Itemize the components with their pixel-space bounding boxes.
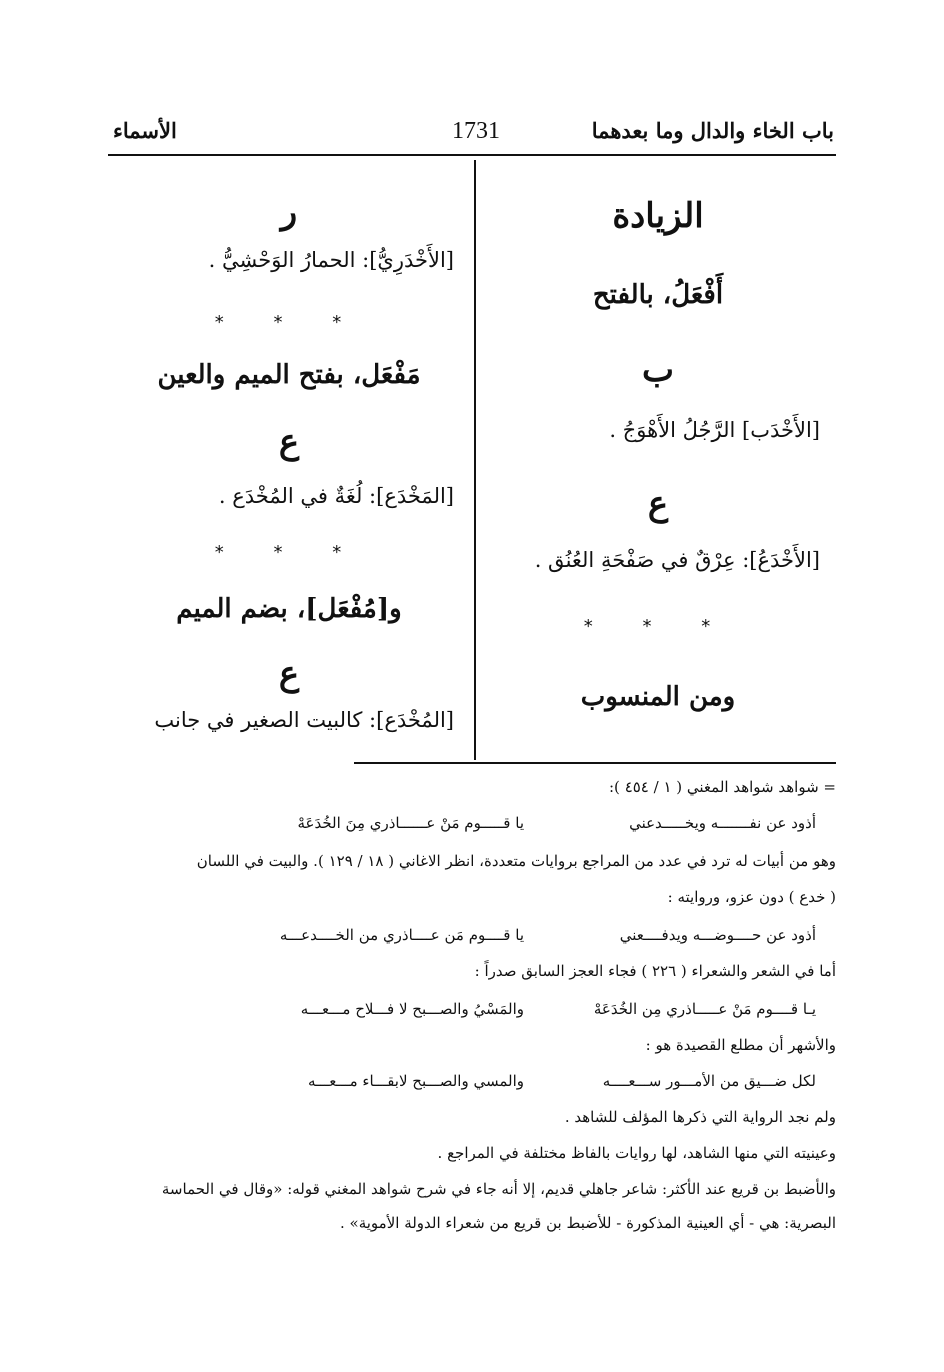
pattern-heading-mafal: مَفْعَل، بفتح الميم والعين <box>157 360 421 390</box>
section-title-ziyada: الزيادة <box>612 196 704 236</box>
footnote-line-8: والأضبط بن قريع عند الأكثر: شاعر جاهلي قديم، إلا أنه جاء في شرح شواهد المغني قوله: «وقال في الحماسة <box>161 1180 836 1198</box>
footnote-line-5: والأشهر أن مطلع القصيدة هو : <box>645 1036 836 1054</box>
footnote-line-9: البصرية: هي - أي العينية المذكورة - للأضبط بن قريع من شعراء الدولة الأموية» . <box>339 1214 836 1232</box>
footnote-line-3: ( خدع ) دون عزو، وروايته : <box>667 888 836 906</box>
footnote-rule <box>354 762 836 764</box>
verse-4-second-hemistich: والمسي والصـــبح لابقـــاء مـــعـــه <box>307 1072 524 1090</box>
pattern-heading-afal: أَفْعَلُ، بالفتح <box>592 280 724 310</box>
letter-heading-r: ر <box>280 192 298 232</box>
footnote-line-1: = شواهد شواهد المغني ( ١ / ٤٥٤ ): <box>609 778 836 796</box>
separator-stars: * * * <box>583 616 733 637</box>
entry-akhda: [الأَخْدَعُ]: عِرْقٌ في صَفْحَةِ العُنُق . <box>534 548 820 572</box>
left-column <box>108 160 470 760</box>
pattern-heading-mufal: و[مُفْعَل]، بضم الميم <box>176 594 402 624</box>
entry-akhdari: [الأَخْدَرِيُّ]: الحمارُ الوَحْشِيُّ . <box>208 248 454 272</box>
verse-1-second-hemistich: يا قـــــوم مَنْ عــــــاذري مِنَ الخُدَعَهْ <box>297 814 524 832</box>
column-divider <box>474 160 476 760</box>
verse-2-first-hemistich: أذود عن حــــوضـــه ويدفــــعني <box>619 926 816 944</box>
verse-1-first-hemistich: أذود عن نفـــــــه ويخـــــدعني <box>629 814 816 832</box>
verse-4-first-hemistich: لكل ضـــيق من الأمـــور ســـعــــه <box>602 1072 816 1090</box>
header-rule <box>108 154 836 156</box>
letter-heading-ayn-2: ع <box>278 654 300 694</box>
verse-3-first-hemistich: يـا قــــوم مَنْ عـــــاذري مِن الخُدَعَهْ <box>593 1000 816 1018</box>
entry-akhdab: [الأَخْدَب] الرَّجُلُ الأَهْوَجُ . <box>609 418 820 442</box>
verse-2-second-hemistich: يا قــــوم مَن عــــاذري من الخــــدعـــه <box>279 926 524 944</box>
footnote-line-7: وعينيته التي منها الشاهد، لها روايات بالفاظ مختلفة في المراجع . <box>437 1144 836 1162</box>
entry-makhda: [المَخْدَع]: لُغَةٌ في المُخْدَع . <box>218 484 454 508</box>
running-header-category: الأسماء <box>113 118 177 143</box>
letter-heading-ayn: ع <box>647 484 669 524</box>
entry-mukhda: [المُخْدَع]: كالبيت الصغير في جانب <box>154 708 454 732</box>
page-number: 1731 <box>452 118 500 144</box>
letter-heading-b: ب <box>641 350 674 390</box>
separator-stars-1: * * * <box>214 312 364 333</box>
nisba-heading: ومن المنسوب <box>580 682 736 712</box>
verse-3-second-hemistich: والمَسْيُ والصـــبح لا فـــلاح مـــعـــه <box>300 1000 524 1018</box>
footnote-line-2: وهو من أبيات له ترد في عدد من المراجع بروايات متعددة، انظر الاغاني ( ١٨ / ١٢٩ ). والبيت في اللسان <box>196 852 836 870</box>
running-header-section: باب الخاء والدال وما بعدهما <box>591 118 834 143</box>
right-column <box>480 160 836 760</box>
separator-stars-2: * * * <box>214 542 364 563</box>
footnote-line-4: أما في الشعر والشعراء ( ٢٢٦ ) فجاء العجز السابق صدراً : <box>474 962 836 980</box>
footnote-line-6: ولم نجد الرواية التي ذكرها المؤلف للشاهد . <box>564 1108 836 1126</box>
letter-heading-ayn-1: ع <box>278 422 300 462</box>
